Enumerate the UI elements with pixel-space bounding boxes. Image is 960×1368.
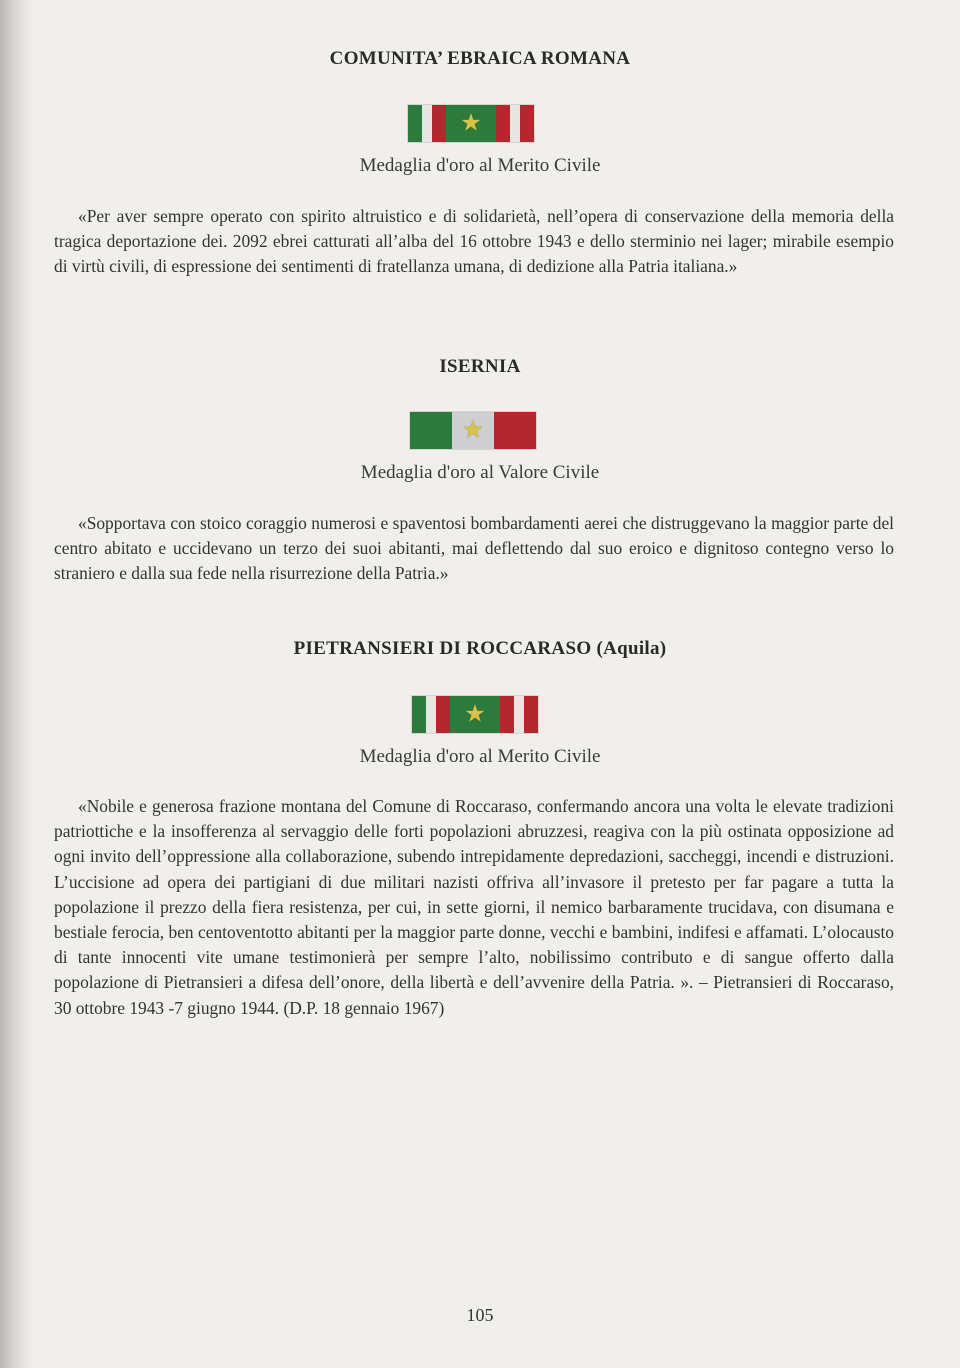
medal-ribbon-merito-icon [412,696,538,733]
book-spine-shadow [0,0,34,1368]
star-icon: ★ [460,110,482,137]
section-heading: ISERNIA [439,356,521,377]
medal-name: Medaglia d'oro al Valore Civile [360,462,600,483]
section-heading: PIETRANSIERI DI ROCCARASO (Aquila) [293,638,667,659]
star-icon: ★ [462,417,484,444]
medal-ribbon-merito-icon [408,105,534,142]
section-heading: COMUNITA’ EBRAICA ROMANA [329,48,631,69]
page-number: 105 [466,1305,494,1325]
citation-text: «Nobile e generosa frazione montana del Comune di Roccaraso, confermando ancora una volta le elevate tradizioni patriottiche e la insofferenza al servaggio delle forti popolazioni abruzzesi, reagiva con la più ostinata opposizione ad ogni invito dell’oppressione alla collaborazione, subendo intrepidamente depredazioni, saccheggi, incendi e distruzioni. L’uccisione ad opera dei partigiani di due militari nazisti offriva all’invasore il pretesto per far pagare a tutta la popolazione il prezzo della fiera resistenza, per cui, in sette giorni, il nemico barbaramente trucidava, con disumana e bestiale ferocia, ben centoventotto abitanti per la maggior parte donne, vecchi e bambini, indifesi e affamati. L’olocausto di tante innocenti vite umane testimonierà per sempre l’alto, nobilissimo contributo e di sangue offerto dalla popolazione di Pietransieri a difesa dell’onore, della libertà e dell’avvenire della Patria. ». – Pietransieri di Roccaraso, 30 ottobre 1943 -7 giugno 1944. (D.P. 18 gennaio 1967) [54,796,894,1018]
medal-name: Medaglia d'oro al Merito Civile [359,155,601,176]
citation-text: «Sopportava con stoico coraggio numerosi e spaventosi bombardamenti aerei che distruggevano la maggior parte del centro abitato e uccidevano un terzo dei suoi abitanti, mai deflettendo dal suo eroico e dignitoso contegno verso lo straniero e dalla sua fede nella risurrezione della Patria.» [54,513,894,584]
citation-text: «Per aver sempre operato con spirito altruistico e di solidarietà, nell’opera di conservazione della memoria della tragica deportazione dei. 2092 ebrei catturati all’alba del 16 ottobre 1943 e dello sterminio nei lager; mirabile esempio di virtù civili, di espressione dei sentimenti di fratellanza umana, di dedizione alla Patria italiana.» [54,206,894,277]
medal-ribbon-valore-icon [410,412,536,449]
star-icon: ★ [464,701,486,728]
medal-name: Medaglia d'oro al Merito Civile [359,746,601,767]
